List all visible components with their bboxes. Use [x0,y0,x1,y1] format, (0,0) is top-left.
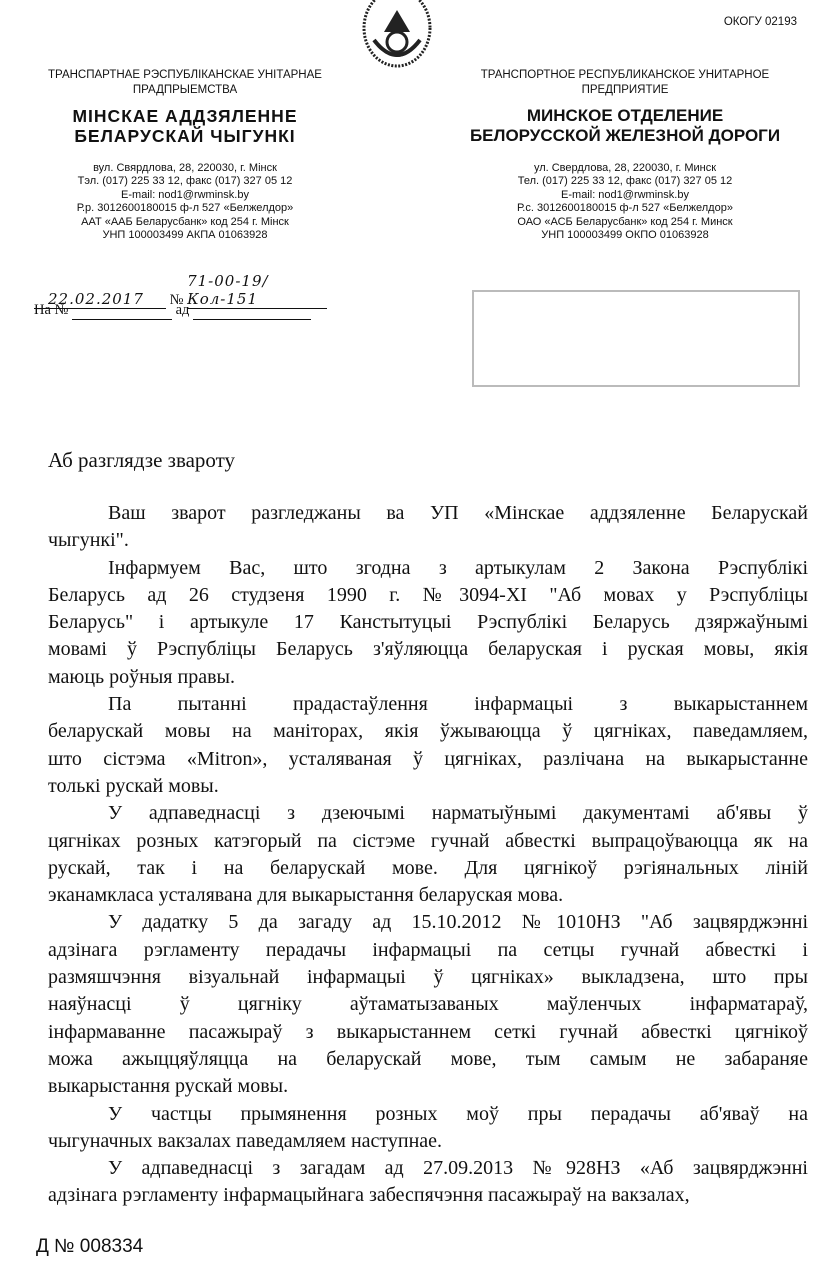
org-address: ул. Свердлова, 28, 220030, г. Минск Тел. (017) 225 33 12, факс (017) 327 05 12 E-mail: nod1@rwminsk.by Р.с. 3012600180015 ф-л 527 «Белжелдор» ОАО «АСБ Беларусбанк» код 254 г. Минск УНП 100003499 ОКПО 01063928 [517,162,733,242]
paragraph-line: адзінага рэгламенту інфармацыйнага забеспячэння пасажыраў на вакзалах, [48,1184,690,1207]
org-type: ПРЕДПРИЯТИЕ [581,84,669,96]
addressee-box [472,290,800,387]
paragraph [48,1101,808,1156]
paragraph-line: У частцы прымянення розных моў пры перадачы аб'яваў на [108,1102,808,1125]
letter-subject: Аб разглядзе звароту [48,448,236,472]
paragraph-line: чыгуначных вакзалах паведамляем наступнае. [48,1129,443,1152]
incoming-reference [34,302,311,320]
paragraph-line: беларускай мовы на маніторах, якія ўжываюцца ў цягніках, паведамляем, [48,720,808,743]
paragraph [48,555,808,691]
paragraph-line: Па пытанні прадастаўлення інфармацыі з выкарыстаннем [108,693,808,716]
paragraph-line: Інфармуем Вас, што згодна з артыкулам 2 Закона Рэспублікі [108,556,808,579]
letter-number: 71-00-19/Кол-151 [187,272,327,309]
paragraph-line: наяўнасці ў цягніку аўтаматызаваных маўленчых інфарматараў, [48,993,808,1016]
org-name: МІНСКАЕ АДДЗЯЛЕННЕ БЕЛАРУСКАЙ ЧЫГУНКІ [72,106,298,146]
paragraph-line: цягніках розных катэгорый па сістэме гучнай абвесткі выпрацоўваюцца як на [48,829,808,852]
org-name: МИНСКОЕ ОТДЕЛЕНИЕ БЕЛОРУССКОЙ ЖЕЛЕЗНОЙ ДОРОГИ [469,106,781,145]
paragraph [48,500,808,555]
okogu-code: ОКОГУ 02193 [723,16,797,28]
paragraph-line: выкарыстання рускай мовы. [48,1075,289,1098]
org-type: ТРАНСПАРТНАЕ РЭСПУБЛІКАНСКАЕ УНІТАРНАЕ [48,69,322,81]
paragraph [48,800,808,909]
paragraph-line: эканамкласа усталявана для выкарыстання беларуская мова. [48,884,564,907]
paragraph-line: што сістэма «Mitron», усталяваная ў цягніках, разлічана на выкарыстанне [48,747,808,770]
org-type: ПРАДПРЫЕМСТВА [132,84,238,96]
org-type: ТРАНСПОРТНОЕ РЕСПУБЛИКАНСКОЕ УНИТАРНОЕ [480,69,770,81]
number-label: № [169,292,184,308]
paragraph [48,1155,808,1210]
from-label: ад [175,302,190,318]
emblem-icon [360,0,434,68]
header-russian [445,68,805,242]
paragraph-line: У адпаведнасці з дзеючымі нарматыўнымі дакументамі аб'явы ў [108,802,808,825]
state-emblem [360,0,434,68]
paragraph-line: маюць роўныя правы. [48,665,235,688]
letter-date: 22.02.2017 [34,290,166,309]
letter-body [48,500,808,1210]
paragraph-line: Беларусь" і артыкуле 17 Канстытуцыі Рэспублікі Беларусь дзяржаўнымі [48,611,808,634]
paragraph-line: можа ажыццяўляцца на беларускай мове, тым самым не забараняе [48,1047,808,1070]
paragraph-line: Ваш зварот разгледжаны ва УП «Мінскае аддзяленне Беларускай [108,502,808,524]
on-number-label: На № [34,302,69,318]
paragraph-line: У дадатку 5 да загаду ад 15.10.2012 №1010НЗ "Аб зацвярджэнні [108,911,808,934]
paragraph-line: адзінага рэгламенту перадачы інфармацыі па сетцы гучнай абвесткі і [48,938,808,961]
paragraph-line: чыгункі". [48,529,129,552]
paragraph [48,691,808,800]
paragraph-line: У адпаведнасці з загадам ад 27.09.2013 №928НЗ «Аб зацвярджэнні [108,1157,808,1180]
paragraph-line: Беларусь ад 26 студзеня 1990 г. №3094-XI "Аб мовах у Рэспубліцы [48,583,808,606]
paragraph-line: рускай, так і на беларускай мове. Для цягнікоў рэгіянальных ліній [48,856,808,879]
paragraph-line: толькі рускай мовы. [48,774,219,797]
header-belarusian [20,68,350,242]
org-address: вул. Свярдлова, 28, 220030, г. Мінск Тэл. (017) 225 33 12, факс (017) 327 05 12 E-mail: nod1@rwminsk.by Р.р. 3012600180015 ф-л 527 «Белжелдор» ААТ «ААБ Беларусбанк» код 254 г. Мінск УНП 100003499 АКПА 01063928 [76,162,294,242]
paragraph-line: мовамі ў Рэспубліцы Беларусь з'яўляюцца беларуская і руская мовы, якія [48,638,808,661]
paragraph-line: размяшчэння візуальнай інфармацыі ў цягніках» выкладзена, што пры [48,966,808,989]
paragraph [48,909,808,1100]
paragraph-line: інфармаванне пасажыраў з выкарыстаннем сеткі гучнай абвесткі цягнікоў [48,1020,808,1043]
document-serial-number: Д № 008334 [36,1236,144,1257]
